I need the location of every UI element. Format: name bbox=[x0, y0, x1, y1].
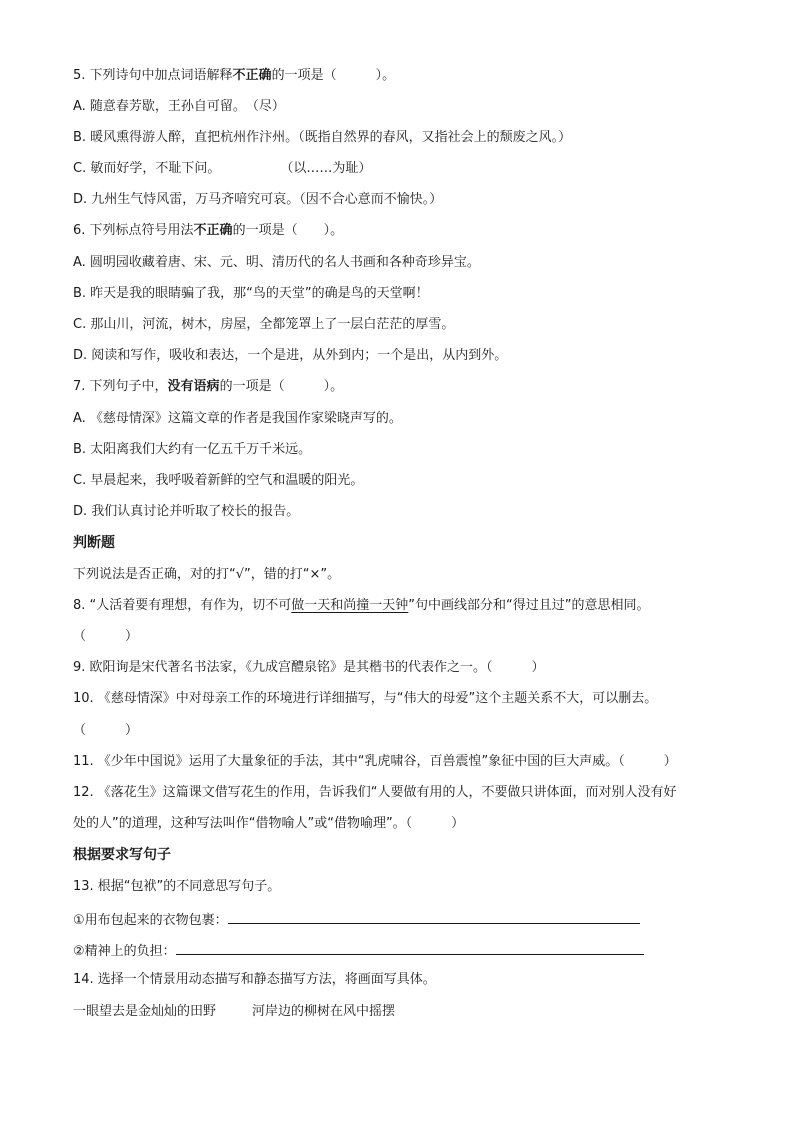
q14-scene2: 河岸边的柳树在风中摇摆 bbox=[252, 1004, 396, 1019]
q13-item2 bbox=[73, 940, 644, 961]
q12-text-line1: 12. 《落花生》这篇课文借写花生的作用，告诉我们“人要做有用的人，不要做只讲体面，而对别人没有好 bbox=[73, 785, 677, 800]
q7-stem-prefix: 7. 下列句子中， bbox=[73, 379, 168, 394]
q9-text: 9. 欧阳询是宋代著名书法家，《九成宫醴泉铭》是其楷书的代表作之一。（ ） bbox=[73, 660, 545, 675]
q5-stem-emphasis: 不正确 bbox=[232, 68, 272, 83]
q5-stem-prefix: 5. 下列诗句中加点词语解释 bbox=[73, 68, 233, 83]
q13-item2-label: ②精神上的负担： bbox=[73, 944, 176, 959]
q5-stem-suffix: 的一项是（ ）。 bbox=[271, 68, 396, 83]
q7-option-c: C. 早晨起来，我呼吸着新鲜的空气和温暖的阳光。 bbox=[73, 473, 364, 488]
q5-stem bbox=[73, 67, 395, 85]
q13-item1-label: ①用布包起来的衣物包裹： bbox=[73, 913, 228, 928]
section-judge-instruction: 下列说法是否正确，对的打“√”，错的打“×”。 bbox=[73, 567, 341, 582]
q7-stem-emphasis: 没有语病 bbox=[167, 379, 220, 394]
q6-option-d: D. 阅读和写作，吸收和表达，一个是进，从外到内；一个是出，从内到外。 bbox=[73, 348, 508, 363]
q14-scene1: 一眼望去是金灿灿的田野 bbox=[73, 1004, 217, 1019]
q8-suffix: ”句中画线部分和“得过且过”的意思相同。 bbox=[408, 598, 650, 613]
q6-stem-prefix: 6. 下列标点符号用法 bbox=[73, 223, 194, 238]
q13-item1-answer-line[interactable] bbox=[228, 909, 640, 924]
q8-answer-paren: （ ） bbox=[73, 629, 139, 644]
q5-option-c bbox=[73, 160, 371, 178]
q10-text: 10. 《慈母情深》中对母亲工作的环境进行详细描写，与“伟大的母爱”这个主题关系不大，可以删去。 bbox=[73, 691, 658, 706]
q5-option-c-note: （以……为耻） bbox=[280, 161, 372, 176]
q7-stem bbox=[73, 378, 343, 396]
q6-option-b: B. 昨天是我的眼睛骗了我，那“鸟的天堂”的确是鸟的天堂啊！ bbox=[73, 286, 429, 301]
q7-option-a: A. 《慈母情深》这篇文章的作者是我国作家梁晓声写的。 bbox=[73, 411, 402, 426]
q10-answer-paren: （ ） bbox=[73, 723, 139, 738]
q13-item2-answer-line[interactable] bbox=[176, 940, 644, 955]
section-judge-title: 判断题 bbox=[73, 535, 115, 551]
q5-option-a: A. 随意春芳歇，王孙自可留。 （尽） bbox=[73, 99, 285, 114]
q14-stem: 14. 选择一个情景用动态描写和静态描写方法，将画面写具体。 bbox=[73, 972, 436, 987]
q6-stem-emphasis: 不正确 bbox=[193, 223, 233, 238]
q5-option-b: B. 暖风熏得游人醉，直把杭州作汴州。（既指自然界的春风，又指社会上的颓废之风。） bbox=[73, 130, 572, 145]
q6-option-c: C. 那山川，河流，树木，房屋，全都笼罩上了一层白茫茫的厚雪。 bbox=[73, 317, 455, 332]
q7-stem-suffix: 的一项是（ ）。 bbox=[219, 379, 344, 394]
q7-option-b: B. 太阳离我们大约有一亿五千万千米远。 bbox=[73, 442, 312, 457]
q6-stem bbox=[73, 222, 343, 240]
q11-text: 11. 《少年中国说》运用了大量象征的手法，其中“乳虎啸谷，百兽震惶”象征中国的巨大声威。（ ） bbox=[73, 754, 677, 769]
q8-text bbox=[73, 597, 650, 615]
q6-option-a: A. 圆明园收藏着唐、宋、元、明、清历代的名人书画和各种奇珍异宝。 bbox=[73, 255, 480, 270]
section-rewrite-title: 根据要求写句子 bbox=[73, 847, 171, 863]
q12-text-line2: 处的人”的道理，这种写法叫作“借物喻人”或“借物喻理”。（ ） bbox=[73, 816, 465, 831]
q14-scenes bbox=[73, 1003, 395, 1021]
q8-underlined-phrase: 做一天和尚撞一天钟 bbox=[291, 598, 409, 613]
q7-option-d: D. 我们认真讨论并听取了校长的报告。 bbox=[73, 504, 300, 519]
q5-option-c-text: C. 敏而好学，不耻下问。 bbox=[73, 161, 221, 176]
q5-option-d: D. 九州生气恃风雷，万马齐喑究可哀。（因不合心意而不愉快。） bbox=[73, 192, 443, 207]
q13-item1 bbox=[73, 909, 640, 930]
q8-prefix: 8. “人活着要有理想，有作为，切不可 bbox=[73, 598, 292, 613]
q13-stem: 13. 根据“包袱”的不同意思写句子。 bbox=[73, 879, 281, 894]
q6-stem-suffix: 的一项是（ ）。 bbox=[232, 223, 344, 238]
